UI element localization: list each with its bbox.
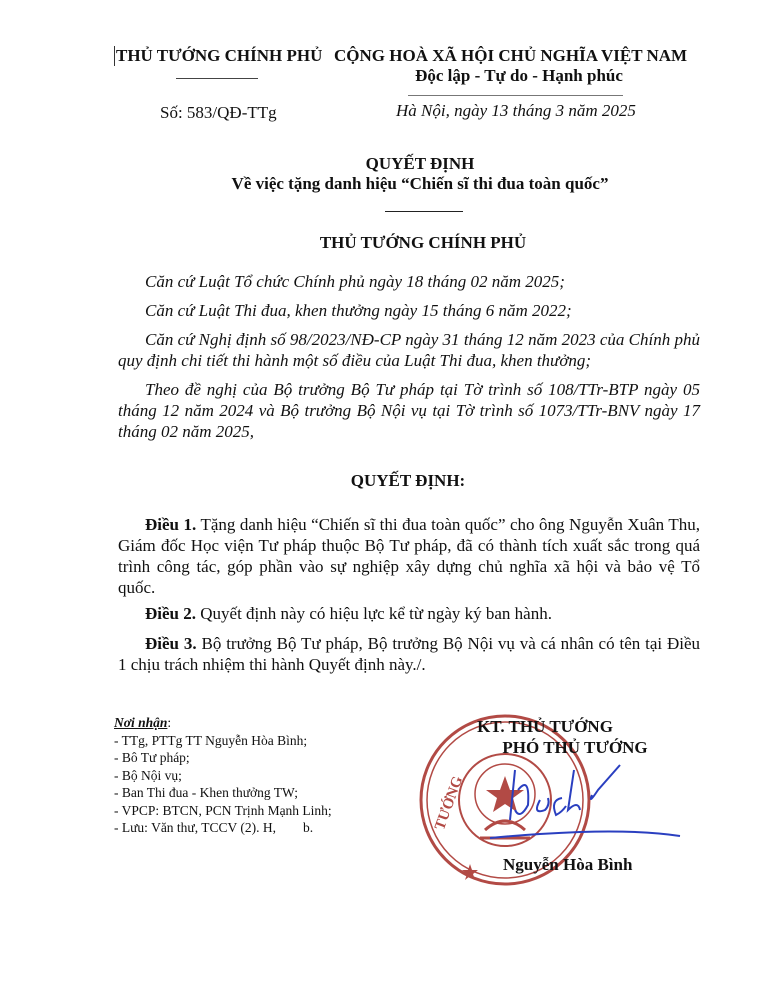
agency-underline xyxy=(176,78,258,79)
document-number: Số: 583/QĐ-TTg xyxy=(160,103,277,122)
article-2-text: Quyết định này có hiệu lực kể từ ngày ký ban hành. xyxy=(196,604,552,623)
place-date: Hà Nội, ngày 13 tháng 3 năm 2025 xyxy=(396,101,636,120)
article-1-text: Tặng danh hiệu “Chiến sĩ thi đua toàn quốc” cho ông Nguyễn Xuân Thu, Giám đốc Học viện Tư pháp thuộc Bộ Tư pháp, đã có thành tích xuất sắc trong quá trình công tác, góp phần vào sự nghiệp xây dựng chủ nghĩa xã hội và bảo vệ Tổ quốc. xyxy=(118,515,701,597)
article-1 xyxy=(118,514,700,598)
document-subject: Về việc tặng danh hiệu “Chiến sĩ thi đua toàn quốc” xyxy=(231,174,609,193)
country-name: CỘNG HOÀ XÃ HỘI CHỦ NGHĨA VIỆT NAM xyxy=(334,46,688,65)
legal-basis-4: Theo đề nghị của Bộ trưởng Bộ Tư pháp tại Tờ trình số 108/TTr-BTP ngày 05 tháng 12 năm 2024 và Bộ trưởng Bộ Nội vụ tại Tờ trình số 1073/TTr-BNV ngày 17 tháng 02 năm 2025, xyxy=(118,380,700,441)
recipient-item: - Bộ Nội vụ; xyxy=(114,767,182,783)
article-2 xyxy=(118,603,700,624)
motto: Độc lập - Tự do - Hạnh phúc xyxy=(415,66,623,85)
signature-on-behalf: KT. THỦ TƯỚNG xyxy=(477,717,613,736)
subject-underline xyxy=(385,211,463,212)
signature-position: PHÓ THỦ TƯỚNG xyxy=(502,738,648,757)
recipient-item: - VPCP: BTCN, PCN Trịnh Mạnh Linh; xyxy=(114,802,332,818)
handwritten-signature xyxy=(470,760,690,850)
decides-heading: QUYẾT ĐỊNH: xyxy=(350,471,466,490)
legal-basis-1: Căn cứ Luật Tổ chức Chính phủ ngày 18 tháng 02 năm 2025; xyxy=(145,272,565,291)
recipients: Nơi nhận: - TTg, PTTg TT Nguyễn Hòa Bình; - Bô Tư pháp; - Bộ Nội vụ; - Ban Thi đua - Khen thưởng TW; - VPCP: BTCN, PCN Trịnh Mạnh Linh; - Lưu: Văn thư, TCCV (2). H, b. xyxy=(114,715,332,835)
document-type: QUYẾT ĐỊNH xyxy=(365,154,475,173)
legal-basis-2: Căn cứ Luật Thi đua, khen thưởng ngày 15 tháng 6 năm 2022; xyxy=(145,301,572,320)
svg-text:TƯỚNG: TƯỚNG xyxy=(432,774,467,833)
recipient-item: - Lưu: Văn thư, TCCV (2). H, b. xyxy=(114,820,314,835)
recipients-heading: Nơi nhận xyxy=(114,715,168,730)
recipient-item: - Ban Thi đua - Khen thưởng TW; xyxy=(114,785,299,800)
left-margin-mark xyxy=(114,46,115,66)
article-2-label: Điều 2. xyxy=(145,604,196,623)
issuer: THỦ TƯỚNG CHÍNH PHỦ xyxy=(319,233,527,252)
motto-underline xyxy=(408,95,623,96)
article-1-label: Điều 1. xyxy=(145,515,197,534)
article-3-label: Điều 3. xyxy=(145,634,197,653)
legal-basis-3: Căn cứ Nghị định số 98/2023/NĐ-CP ngày 31 tháng 12 năm 2023 của Chính phủ quy định chi tiết thi hành một số điều của Luật Thi đua, khen thưởng; xyxy=(118,330,700,370)
recipient-item: - TTg, PTTg TT Nguyễn Hòa Bình; xyxy=(114,732,308,748)
article-3-text: Bộ trưởng Bộ Tư pháp, Bộ trưởng Bộ Nội vụ và cá nhân có tên tại Điều 1 chịu trách nhiệm thi hành Quyết định này./. xyxy=(118,634,701,674)
recipient-item: - Bô Tư pháp; xyxy=(114,750,190,765)
article-3 xyxy=(118,633,700,675)
signer-name: Nguyễn Hòa Bình xyxy=(503,855,633,874)
agency-name: THỦ TƯỚNG CHÍNH PHỦ xyxy=(116,46,323,65)
